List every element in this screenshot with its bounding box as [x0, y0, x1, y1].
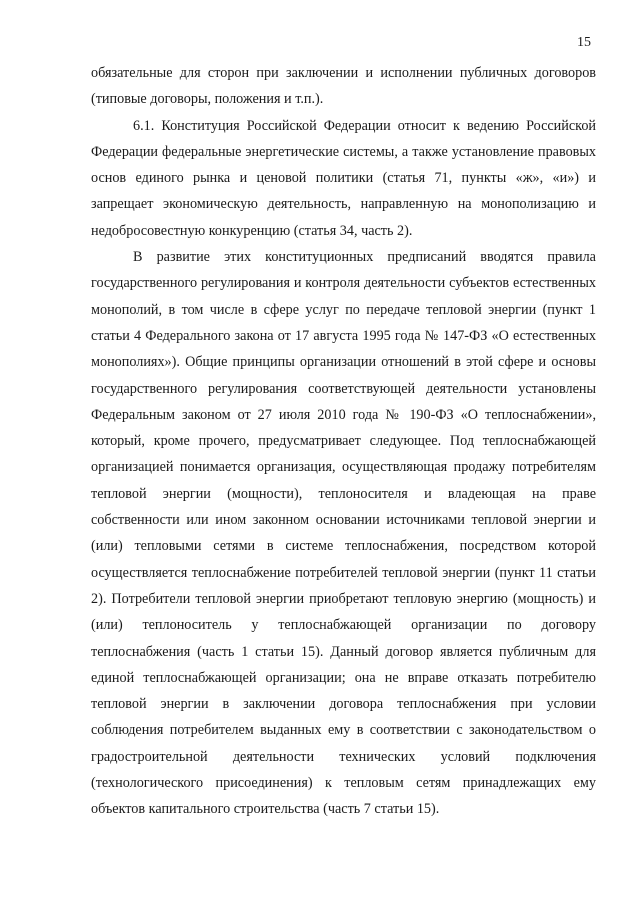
paragraph-constitution: 6.1. Конституция Российской Федерации относит к ведению Российской Федерации федеральные энергетические системы, а также установление правовых основ единого рынка и ценовой политики (статья 71, пункты «ж», «и») и запрещает экономическую деятельность, направленную на монополизацию и недобросовестную конкуренцию (статья 34, часть 2).: [91, 117, 596, 239]
paragraph-regulation: В развитие этих конституционных предписаний вводятся правила государственного регулирования и контроля деятельности субъектов естественных монополий, в том числе в сфере услуг по передаче тепловой энергии (пункт 1 статьи 4 Федерального закона от 17 августа 1995 года № 147-ФЗ «О естественных монополиях»). Общие принципы организации отношений в этой сфере и основы государственного регулирования соответствующей деятельности установлены Федеральным законом от 27 июля 2010 года № 190-ФЗ «О теплоснабжении», который, кроме прочего, предусматривает следующее. Под теплоснабжающей организацией понимается организация, осуществляющая продажу потребителям тепловой энергии (мощности), теплоносителя и владеющая на праве собственности или ином законном основании источниками тепловой энергии и (или) тепловыми сетями в системе теплоснабжения, посредством которой осуществляется теплоснабжение потребителей тепловой энергии (пункт 11 статьи 2). Потребители тепловой энергии приобретают тепловую энергию (мощность) и (или) теплоноситель у теплоснабжающей организации по договору теплоснабжения (часть 1 статьи 15). Данный договор является публичным для единой теплоснабжающей организации; она не вправе отказать потребителю тепловой энергии в заключении договора теплоснабжения при условии соблюдения потребителем выданных ему в соответствии с законодательством о градостроительной деятельности технических условий подключения (технологического присоединения) к тепловым сетям принадлежащих ему объектов капитального строительства (часть 7 статьи 15).: [91, 249, 596, 818]
page-number: 15: [577, 35, 591, 50]
document-body: [91, 60, 596, 823]
paragraph-continuation: обязательные для сторон при заключении и исполнении публичных договоров (типовые договоры, положения и т.п.).: [91, 65, 596, 108]
